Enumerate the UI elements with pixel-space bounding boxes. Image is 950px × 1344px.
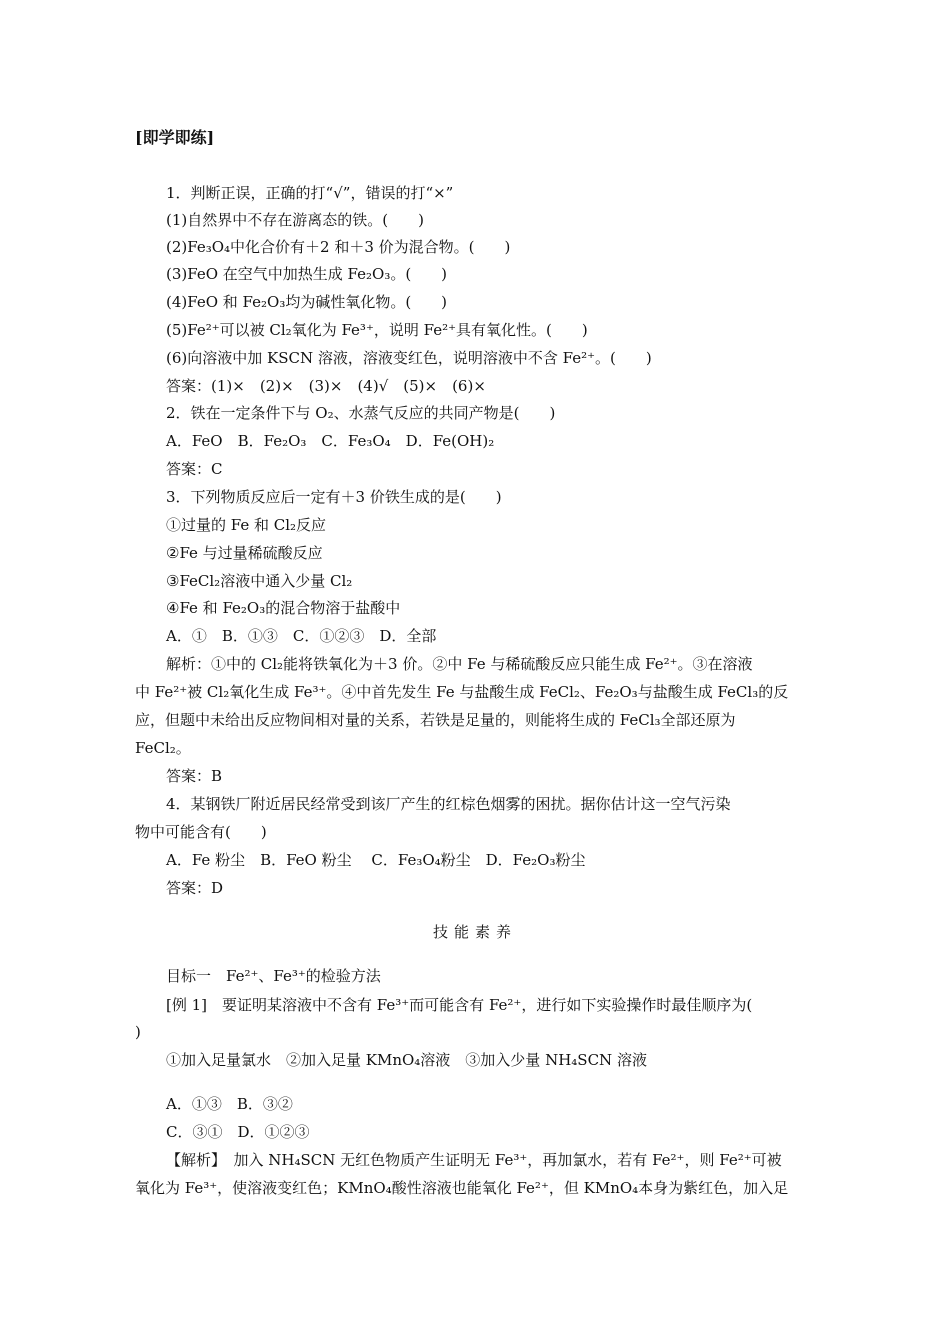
text-line: (5)Fe²⁺可以被 Cl₂氧化为 Fe³⁺，说明 Fe²⁺具有氧化性。( ) xyxy=(166,321,588,339)
answer-line: 答案：D xyxy=(166,879,224,897)
options-line: A．FeO B．Fe₂O₃ C．Fe₃O₄ D．Fe(OH)₂ xyxy=(166,432,495,450)
answer-line: 答案：(1)× (2)× (3)× (4)√ (5)× (6)× xyxy=(166,377,486,395)
example-line: [例 1] 要证明某溶液中不含有 Fe³⁺而可能含有 Fe²⁺，进行如下实验操作时最佳顺序为( xyxy=(166,996,753,1014)
options-line: A．①③ B．③② xyxy=(166,1095,293,1113)
analysis-line: FeCl₂。 xyxy=(135,739,191,757)
question-line: 3．下列物质反应后一定有＋3 价铁生成的是( ) xyxy=(166,488,502,506)
objective-line: 目标一 Fe²⁺、Fe³⁺的检验方法 xyxy=(166,967,381,985)
example-line: ) xyxy=(135,1023,141,1041)
text-line: 1．判断正误，正确的打“√”，错误的打“×” xyxy=(166,184,454,202)
text-line: ②Fe 与过量稀硫酸反应 xyxy=(166,544,323,562)
text-line: (6)向溶液中加 KSCN 溶液，溶液变红色，说明溶液中不含 Fe²⁺。( ) xyxy=(166,349,652,367)
section-heading: 技能素养 xyxy=(432,923,517,941)
answer-line: 答案：C xyxy=(166,460,223,478)
question-line: 2．铁在一定条件下与 O₂、水蒸气反应的共同产物是( ) xyxy=(166,404,556,422)
analysis-line: 解析：①中的 Cl₂能将铁氧化为＋3 价。②中 Fe 与稀硫酸反应只能生成 Fe²⁺。③在溶液 xyxy=(166,655,753,673)
text-line: (3)FeO 在空气中加热生成 Fe₂O₃。( ) xyxy=(166,265,448,283)
text-line: (1)自然界中不存在游离态的铁。( ) xyxy=(166,211,424,229)
text-line: ③FeCl₂溶液中通入少量 Cl₂ xyxy=(166,572,353,590)
question-line: 4．某钢铁厂附近居民经常受到该厂产生的红棕色烟雾的困扰。据你估计这一空气污染 xyxy=(166,795,731,813)
text-line: ④Fe 和 Fe₂O₃的混合物溶于盐酸中 xyxy=(166,599,401,617)
analysis-line: 【解析】 加入 NH₄SCN 无红色物质产生证明无 Fe³⁺，再加氯水，若有 Fe²⁺，则 Fe²⁺可被 xyxy=(166,1151,782,1169)
analysis-line: 氧化为 Fe³⁺，使溶液变红色；KMnO₄酸性溶液也能氧化 Fe²⁺，但 KMnO₄本身为紫红色，加入足 xyxy=(135,1179,789,1197)
text-line: ①过量的 Fe 和 Cl₂反应 xyxy=(166,516,327,534)
text-line: (2)Fe₃O₄中化合价有＋2 和＋3 价为混合物。( ) xyxy=(166,238,511,256)
analysis-line: 应，但题中未给出反应物间相对量的关系，若铁是足量的，则能将生成的 FeCl₃全部还原为 xyxy=(135,711,736,729)
options-line: C．③① D．①②③ xyxy=(166,1123,310,1141)
answer-line: 答案：B xyxy=(166,767,223,785)
text-line: (4)FeO 和 Fe₂O₃均为碱性氧化物。( ) xyxy=(166,293,448,311)
analysis-line: 中 Fe²⁺被 Cl₂氧化生成 Fe³⁺。④中首先发生 Fe 与盐酸生成 FeCl₂、Fe₂O₃与盐酸生成 FeCl₃的反 xyxy=(135,683,789,701)
options-line: A．Fe 粉尘 B．FeO 粉尘 C．Fe₃O₄粉尘 D．Fe₂O₃粉尘 xyxy=(166,851,586,869)
question-line: 物中可能含有( ) xyxy=(135,823,267,841)
section-title: [即学即练] xyxy=(135,128,215,147)
text-line: ①加入足量氯水 ②加入足量 KMnO₄溶液 ③加入少量 NH₄SCN 溶液 xyxy=(166,1051,647,1069)
options-line: A．① B．①③ C．①②③ D．全部 xyxy=(166,627,437,645)
